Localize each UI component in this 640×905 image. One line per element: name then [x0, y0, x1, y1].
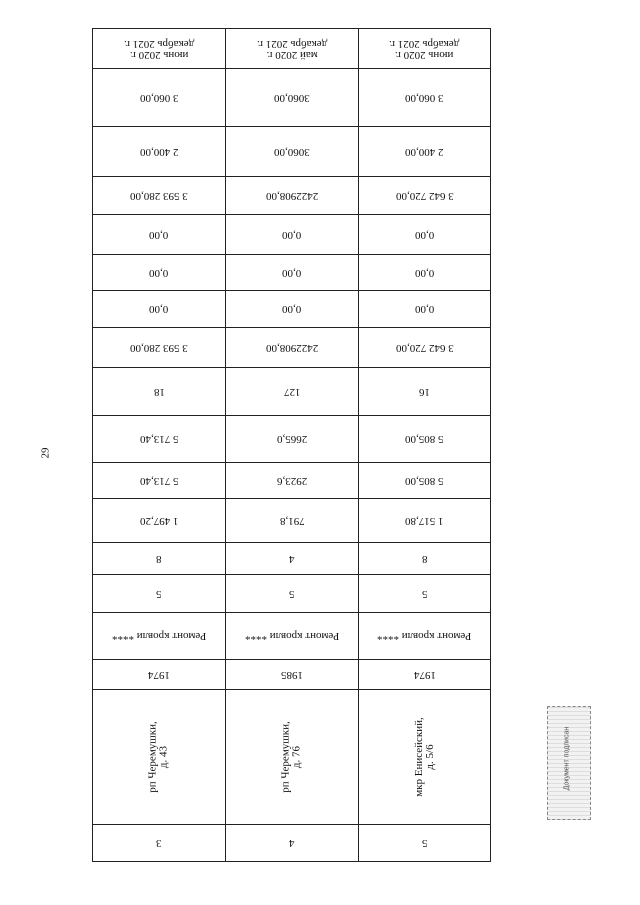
cell-c4-object-2 — [226, 215, 359, 255]
cell-work-object-1 — [93, 613, 226, 660]
cell-text: 3 642 720,00 — [395, 189, 454, 202]
cell-text: 5 — [156, 587, 162, 600]
cell-c11-object-2 — [226, 499, 359, 543]
cell-text: 1 517,80 — [405, 514, 444, 527]
repair-schedule-table — [92, 28, 491, 862]
table-row-c9 — [93, 416, 491, 463]
cell-c12-object-3 — [359, 543, 491, 575]
cell-text: 0,00 — [149, 266, 169, 279]
cell-text: 2422908,00 — [265, 341, 319, 354]
cell-text: 791,8 — [279, 514, 305, 527]
cell-text: 2 400,00 — [405, 145, 444, 158]
cell-text: 0,00 — [149, 303, 169, 315]
cell-text: 5 — [289, 587, 295, 600]
cell-address-object-2 — [226, 690, 359, 825]
cell-c4-object-3 — [359, 215, 491, 255]
cell-c1-object-3 — [359, 69, 491, 127]
cell-text: 3060,00 — [274, 91, 310, 104]
cell-text: Ремонт кровли **** — [377, 630, 472, 642]
cell-text: 18 — [153, 385, 165, 398]
cell-text: 2422908,00 — [265, 189, 319, 202]
cell-text: Ремонт кровли **** — [244, 630, 340, 642]
cell-c11-object-3 — [359, 499, 491, 543]
cell-text: 3060,00 — [274, 145, 310, 158]
cell-text: 16 — [419, 385, 430, 398]
cell-c12-object-1 — [93, 543, 226, 575]
cell-c1-object-1 — [93, 69, 226, 127]
table-row-c10 — [93, 463, 491, 499]
cell-year-object-3 — [359, 660, 491, 690]
cell-text: 3 593 280,00 — [130, 341, 188, 354]
cell-c8-object-2 — [226, 368, 359, 416]
cell-c13-object-1 — [93, 575, 226, 613]
cell-c8-object-1 — [93, 368, 226, 416]
cell-num-object-3 — [359, 825, 491, 862]
cell-c2-object-2 — [226, 127, 359, 177]
cell-c7-object-1 — [93, 328, 226, 368]
cell-num-object-2 — [226, 825, 359, 862]
cell-c9-object-1 — [93, 416, 226, 463]
cell-c6-object-2 — [226, 291, 359, 328]
signature-stamp — [547, 706, 591, 820]
cell-c10-object-2 — [226, 463, 359, 499]
cell-text: 1974 — [148, 668, 170, 681]
cell-c1-object-2 — [226, 69, 359, 127]
cell-c4-object-1 — [93, 215, 226, 255]
cell-work-object-3 — [359, 613, 491, 660]
cell-c12-object-2 — [226, 543, 359, 575]
table-row-c1 — [93, 69, 491, 127]
cell-text: 1 497,20 — [139, 514, 179, 527]
table-row-c12 — [93, 543, 491, 575]
cell-text: июнь 2020 г. декабрь 2021 г. — [389, 37, 460, 61]
cell-c10-object-1 — [93, 463, 226, 499]
table-row-c11 — [93, 499, 491, 543]
table-row-c2 — [93, 127, 491, 177]
cell-text: 0,00 — [414, 303, 435, 315]
table-row-num — [93, 825, 491, 862]
table-row-year — [93, 660, 491, 690]
cell-c3-object-3 — [359, 177, 491, 215]
cell-text: 5 — [421, 837, 428, 849]
cell-c7-object-3 — [359, 328, 491, 368]
cell-text: 2923,6 — [276, 474, 308, 487]
cell-c8-object-3 — [359, 368, 491, 416]
cell-text: 0,00 — [414, 266, 435, 279]
cell-text: май 2020 г. декабрь 2021 г. — [256, 37, 328, 61]
cell-text: 5 — [421, 587, 428, 600]
cell-c9-object-2 — [226, 416, 359, 463]
cell-c7-object-2 — [226, 328, 359, 368]
table-row-period — [93, 29, 491, 69]
table-row-c7 — [93, 328, 491, 368]
cell-text: 0,00 — [414, 228, 435, 241]
cell-c2-object-1 — [93, 127, 226, 177]
cell-text: Ремонт кровли **** — [111, 630, 207, 642]
cell-address-object-1 — [93, 690, 226, 825]
cell-text: 5 713,40 — [139, 474, 179, 487]
cell-c9-object-3 — [359, 416, 491, 463]
table-row-work — [93, 613, 491, 660]
table-row-c6 — [93, 291, 491, 328]
cell-address-object-3 — [359, 690, 491, 825]
cell-text: 5 805,00 — [405, 433, 444, 445]
cell-text: 0,00 — [282, 303, 302, 315]
cell-work-object-2 — [226, 613, 359, 660]
cell-text: мкр Енисейский, д. 5/6 — [412, 717, 436, 797]
table-row-c3 — [93, 177, 491, 215]
cell-c5-object-3 — [359, 255, 491, 291]
cell-c11-object-1 — [93, 499, 226, 543]
table-row-c5 — [93, 255, 491, 291]
cell-c13-object-3 — [359, 575, 491, 613]
cell-text: 3 — [156, 837, 162, 849]
cell-text: 1974 — [413, 668, 436, 681]
table-row-c4 — [93, 215, 491, 255]
cell-c3-object-2 — [226, 177, 359, 215]
cell-text: 0,00 — [282, 228, 302, 241]
cell-c13-object-2 — [226, 575, 359, 613]
cell-text: 8 — [421, 552, 428, 565]
cell-num-object-1 — [93, 825, 226, 862]
cell-text: 8 — [156, 552, 162, 565]
table-row-address — [93, 690, 491, 825]
cell-text: 2 400,00 — [139, 145, 179, 158]
cell-text: 1985 — [281, 668, 303, 681]
cell-text: 3 060,00 — [405, 91, 444, 104]
cell-text: 0,00 — [149, 228, 169, 241]
cell-period-object-3 — [359, 29, 491, 69]
cell-text: 127 — [283, 385, 301, 398]
cell-c5-object-1 — [93, 255, 226, 291]
cell-c3-object-1 — [93, 177, 226, 215]
cell-text: 3 593 280,00 — [130, 189, 188, 202]
cell-text: 4 — [289, 837, 295, 849]
cell-text: июнь 2020 г. декабрь 2021 г. — [123, 37, 195, 61]
table-row-c13 — [93, 575, 491, 613]
cell-year-object-1 — [93, 660, 226, 690]
cell-text: рп Черемушки, д. 76 — [280, 721, 303, 793]
table-row-c8 — [93, 368, 491, 416]
cell-text: рп Черемушки, д. 43 — [147, 721, 170, 793]
cell-text: 4 — [289, 552, 295, 565]
page-number: 29 — [39, 447, 52, 459]
cell-c10-object-3 — [359, 463, 491, 499]
cell-text: 3 060,00 — [139, 91, 179, 104]
cell-text: 5 805,00 — [405, 474, 444, 487]
cell-text: 3 642 720,00 — [395, 341, 454, 354]
cell-c6-object-3 — [359, 291, 491, 328]
stamp-text: Документ подписан — [563, 726, 571, 791]
cell-c5-object-2 — [226, 255, 359, 291]
cell-text: 5 713,40 — [139, 433, 179, 445]
cell-text: 0,00 — [282, 266, 302, 279]
cell-period-object-1 — [93, 29, 226, 69]
cell-c6-object-1 — [93, 291, 226, 328]
cell-text: 2665,0 — [276, 433, 308, 445]
cell-period-object-2 — [226, 29, 359, 69]
cell-c2-object-3 — [359, 127, 491, 177]
cell-year-object-2 — [226, 660, 359, 690]
